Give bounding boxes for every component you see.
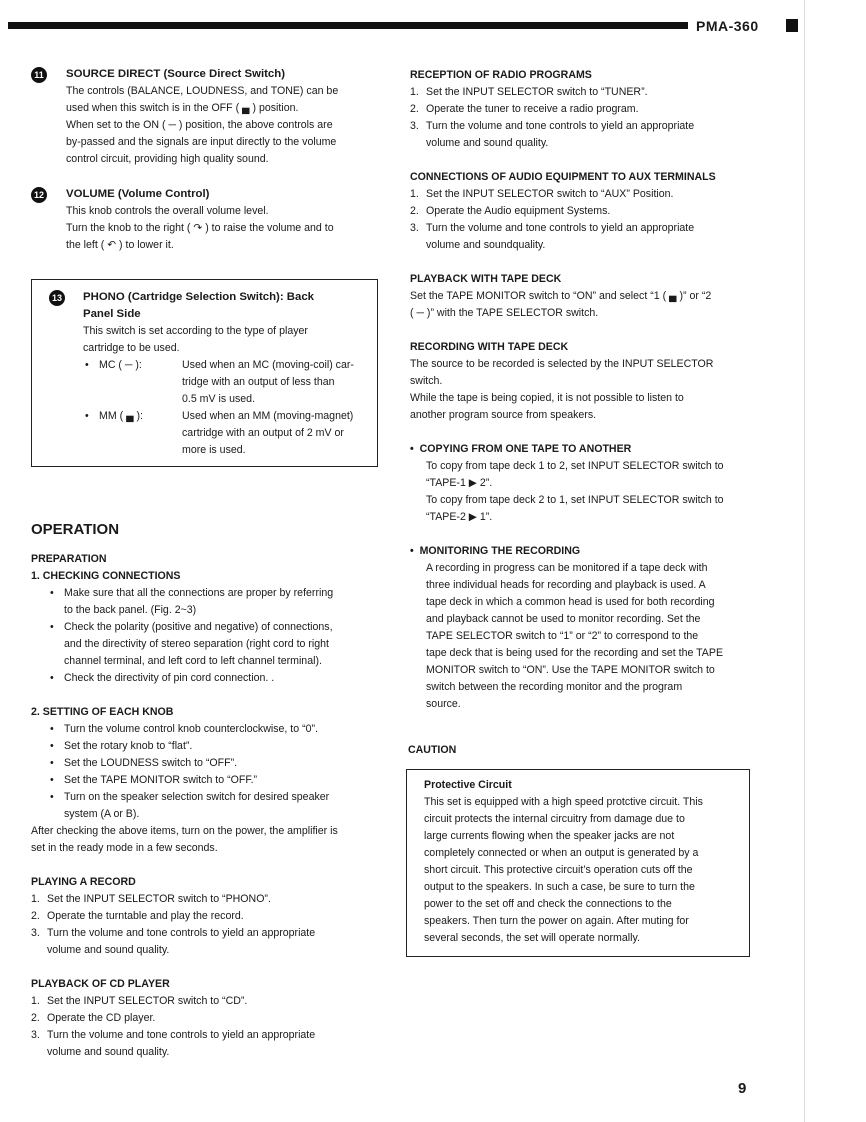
caution-heading: CAUTION: [408, 744, 457, 756]
tape-heading: PLAYBACK WITH TAPE DECK: [410, 273, 562, 285]
list-item: 1. Set the INPUT SELECTOR switch to “AUX” Position.: [410, 188, 674, 200]
copy-heading: • COPYING FROM ONE TAPE TO ANOTHER: [410, 443, 632, 455]
caution-box: [406, 769, 750, 957]
list-item: • Set the LOUDNESS switch to “OFF”.: [48, 755, 382, 772]
mm-label: MM ( ▄ ):: [99, 410, 143, 422]
page-number: 9: [738, 1080, 747, 1097]
page-edge-line: [804, 0, 805, 1122]
monitor-heading: • MONITORING THE RECORDING: [410, 545, 581, 557]
mm-text: Used when an MM (moving-magnet) cartridge with an output of 2 mV or more is used.: [182, 410, 354, 456]
phono-body-2: cartridge to be used.: [83, 342, 180, 354]
mc-item: • MC ( ─ ): Used when an MC (moving-coil) car- tridge with an output of less than 0.5 mV is used.: [83, 357, 368, 408]
list-item: 2. Operate the tuner to receive a radio program.: [410, 103, 639, 115]
aux-heading: CONNECTIONS OF AUDIO EQUIPMENT TO AUX TERMINALS: [410, 171, 716, 183]
list-item: • Check the polarity (positive and negative) of connections, and the directivity of stereo separation (right cord to right channel terminal, and left cord to left channel terminal).: [48, 619, 382, 670]
copy-text: To copy from tape deck 1 to 2, set INPUT SELECTOR switch to “TAPE-1 ▶ 2”. To copy from tape deck 2 to 1, set INPUT SELECTOR switch to “TAPE-2 ▶ 1”.: [426, 460, 724, 523]
section-title-2: Panel Side: [83, 308, 141, 320]
section-body: This knob controls the overall volume level. Turn the knob to the right ( ↷ ) to raise the volume and to the left ( ↶ ) to lower it.: [66, 205, 334, 251]
phono-content: [83, 289, 368, 459]
phono-box: [31, 279, 378, 467]
section-title: SOURCE DIRECT (Source Direct Switch): [66, 68, 285, 80]
list-item: 1. Set the INPUT SELECTOR switch to “TUNER”.: [410, 86, 648, 98]
after-check-text: After checking the above items, turn on the power, the amplifier is set in the ready mode in a few seconds.: [31, 825, 338, 854]
section-title: VOLUME (Volume Control): [66, 188, 210, 200]
rec-heading: RECORDING WITH TAPE DECK: [410, 341, 569, 353]
list-item: 2. Operate the CD player.: [31, 1012, 156, 1024]
list-item: 3. Turn the volume and tone controls to yield an appropriate volume and sound quality.: [31, 1029, 316, 1058]
section-body: The controls (BALANCE, LOUDNESS, and TONE) can be used when this switch is in the OFF ( ▄ ) position. When set to the ON ( ─ ) position, the above controls are by-passed and the signals are input directly to the volume control circuit, providing high quality sound.: [66, 85, 339, 165]
tape-text: Set the TAPE MONITOR switch to “ON” and select “1 ( ▄ )” or “2 ( ─ )” with the TAPE SELECTOR switch.: [410, 290, 712, 319]
record-heading: PLAYING A RECORD: [31, 876, 136, 888]
list-item: 1. Set the INPUT SELECTOR switch to “CD”.: [31, 995, 248, 1007]
mc-text: Used when an MC (moving-coil) car- tridge with an output of less than 0.5 mV is used.: [182, 359, 354, 405]
list-item: 3. Turn the volume and tone controls to yield an appropriate volume and sound quality.: [31, 927, 316, 956]
list-item: • Turn the volume control knob counterclockwise, to “0”.: [48, 721, 382, 738]
list-item: 3. Turn the volume and tone controls to yield an appropriate volume and sound quality.: [410, 120, 695, 149]
checking-list: [48, 585, 382, 687]
phono-body-1: This switch is set according to the type of player: [83, 325, 308, 337]
top-rule: [8, 22, 800, 29]
cd-list: [31, 993, 381, 1061]
model-block: [786, 19, 798, 32]
setting-list: [48, 721, 382, 823]
section-title: PHONO (Cartridge Selection Switch): Back: [83, 291, 315, 303]
checking-heading: 1. CHECKING CONNECTIONS: [31, 570, 181, 582]
monitor-text: A recording in progress can be monitored if a tape deck with three individual heads for recording and playback is used. A tape deck in which a common head is used for both recording and playback cannot be used to monitor recording. Set the TAPE SELECTOR switch to “1” or “2” to correspond to the tape deck that is being used for the recording and set the TAPE MONITOR switch to “ON”. Use the TAPE MONITOR switch to switch between the recording monitor and the program source.: [426, 562, 724, 710]
aux-list: [410, 186, 760, 254]
section-number-11: 11: [31, 67, 47, 83]
protective-title: Protective Circuit: [424, 779, 512, 791]
protective-content: Protective Circuit This set is equipped with a high speed protctive circuit. This circuit protects the internal circuitry from damage due to large currents flowing when the speaker jacks are not completely connected or when an output is generated by a short circuit. This protective circuit’s operation cuts off the output to the speakers. In such a case, be sure to turn the power to the set off and check the connections to the speakers. Then turn the power on again. After muting for several seconds, the set will operate normally.: [424, 777, 744, 947]
list-item: 2. Operate the Audio equipment Systems.: [410, 205, 611, 217]
list-item: 2. Operate the turntable and play the record.: [31, 910, 244, 922]
operation-heading: OPERATION: [31, 521, 120, 538]
list-item: • Turn on the speaker selection switch for desired speaker system (A or B).: [48, 789, 382, 823]
record-list: [31, 891, 381, 959]
section-volume: [31, 186, 381, 254]
list-item: 3. Turn the volume and tone controls to yield an appropriate volume and soundquality.: [410, 222, 695, 251]
mc-label: MC ( ─ ):: [99, 359, 142, 371]
list-item: 1. Set the INPUT SELECTOR switch to “PHONO”.: [31, 893, 271, 905]
list-item: • Set the TAPE MONITOR switch to “OFF.”: [48, 772, 382, 789]
radio-heading: RECEPTION OF RADIO PROGRAMS: [410, 69, 592, 81]
list-item: • Make sure that all the connections are proper by referring to the back panel. (Fig. 2~3): [48, 585, 382, 619]
section-number-12: 12: [31, 187, 47, 203]
section-source-direct: [31, 66, 381, 168]
radio-list: [410, 84, 760, 152]
cd-heading: PLAYBACK OF CD PLAYER: [31, 978, 170, 990]
rec-text: The source to be recorded is selected by the INPUT SELECTOR switch. While the tape is being copied, it is not possible to listen to another program source from speakers.: [410, 358, 714, 421]
preparation-heading: PREPARATION: [31, 553, 107, 565]
mm-item: • MM ( ▄ ): Used when an MM (moving-magnet) cartridge with an output of 2 mV or more is used.: [83, 408, 368, 459]
list-item: • Set the rotary knob to “flat”.: [48, 738, 382, 755]
list-item: • Check the directivity of pin cord connection. .: [48, 670, 382, 687]
section-number-13: 13: [49, 290, 65, 306]
setting-heading: 2. SETTING OF EACH KNOB: [31, 706, 174, 718]
model-label: PMA-360: [688, 17, 806, 35]
